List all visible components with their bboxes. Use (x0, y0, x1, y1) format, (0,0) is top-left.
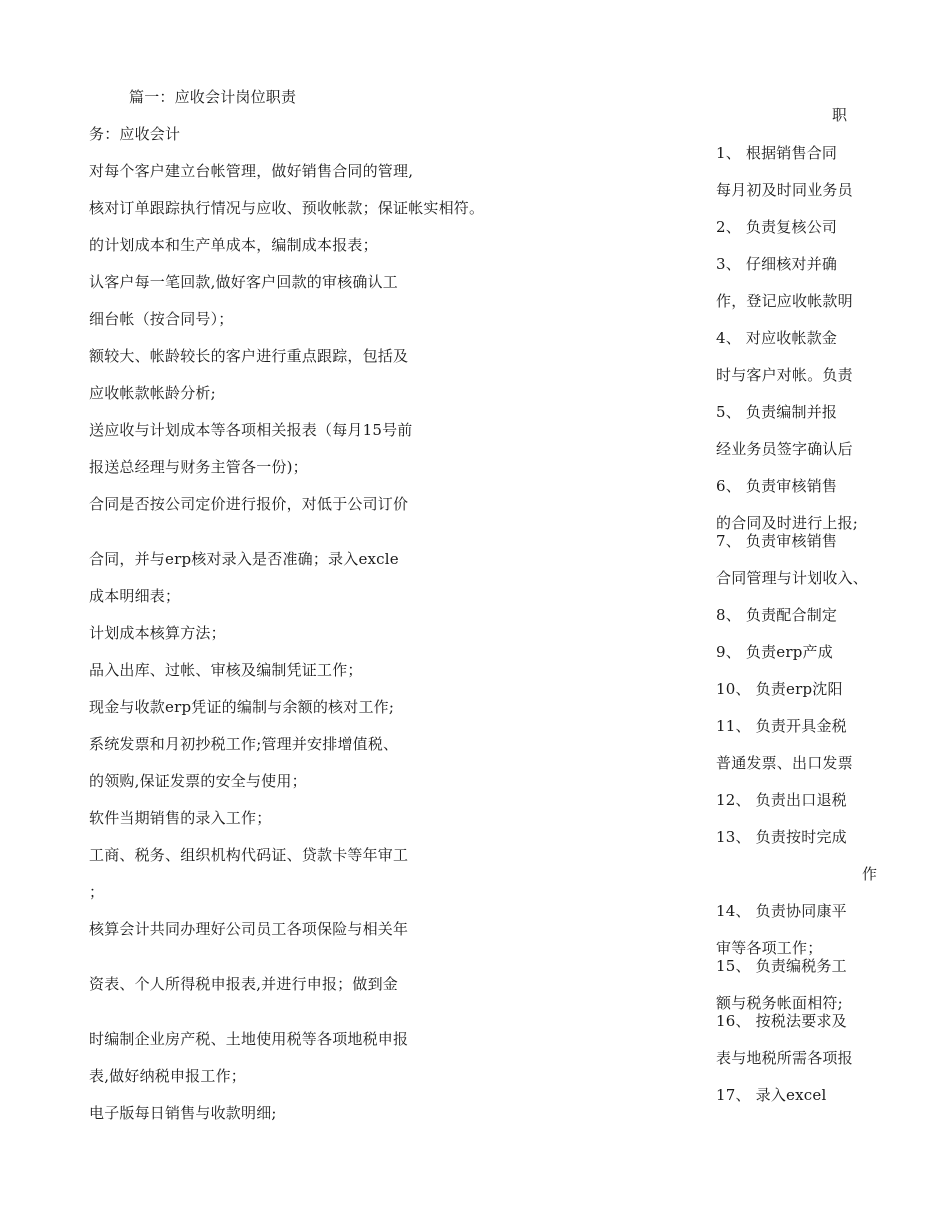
list-item: 16、 按税法要求及 (716, 1012, 847, 1030)
text-line: 合同是否按公司定价进行报价，对低于公司订价 (89, 495, 409, 513)
text-line: 细台帐（按合同号）； (89, 310, 234, 328)
text-line: 成本明细表； (89, 587, 181, 605)
text-line: 对每个客户建立台帐管理，做好销售合同的管理, (89, 162, 414, 180)
text-line: 务：应收会计 (89, 125, 181, 143)
text-line: 的合同及时进行上报; (716, 514, 859, 532)
text-line: 工商、税务、组织机构代码证、贷款卡等年审工 (89, 846, 409, 864)
list-item: 7、 负责审核销售 (716, 532, 838, 550)
list-item: 3、 仔细核对并确 (716, 255, 838, 273)
list-item: 6、 负责审核销售 (716, 477, 838, 495)
list-item: 15、 负责编税务工 (716, 957, 847, 975)
list-item: 9、 负责erp产成 (716, 643, 833, 661)
text-line: 认客户每一笔回款,做好客户回款的审核确认工 (89, 273, 398, 291)
text-line: 软件当期销售的录入工作； (89, 809, 272, 827)
text-line: 合同管理与计划收入、 (716, 569, 869, 587)
list-item: 4、 对应收帐款金 (716, 329, 838, 347)
text-line: 经业务员签字确认后 (716, 440, 853, 458)
text-line: 电子版每日销售与收款明细; (89, 1104, 277, 1122)
text-line: 系统发票和月初抄税工作;管理并安排增值税、 (89, 735, 399, 753)
text-line: ； (89, 883, 105, 901)
text-line: 合同，并与erp核对录入是否准确；录入excle (89, 550, 399, 568)
text-line: 的领购,保证发票的安全与使用； (89, 772, 307, 790)
text-line: 品入出库、过帐、审核及编制凭证工作； (89, 661, 363, 679)
text-line: 作 (862, 865, 878, 883)
text-line: 计划成本核算方法； (89, 624, 226, 642)
text-line: 核算会计共同办理好公司员工各项保险与相关年 (89, 920, 409, 938)
text-line: 每月初及时同业务员 (716, 181, 853, 199)
document-heading: 篇一：应收会计岗位职责 (129, 88, 297, 106)
text-line: 额较大、帐龄较长的客户进行重点跟踪，包括及 (89, 347, 409, 365)
text-line: 表与地税所需各项报 (716, 1049, 853, 1067)
text-line: 现金与收款erp凭证的编制与余额的核对工作; (89, 698, 395, 716)
text-line: 送应收与计划成本等各项相关报表（每月15号前 (89, 421, 413, 439)
text-line: 作，登记应收帐款明 (716, 292, 853, 310)
text-line: 时编制企业房产税、土地使用税等各项地税申报 (89, 1030, 409, 1048)
list-item: 17、 录入excel (716, 1086, 827, 1104)
list-item: 5、 负责编制并报 (716, 403, 838, 421)
text-line: 审等各项工作； (716, 939, 823, 957)
text-line: 资表、个人所得税申报表,并进行申报；做到金 (89, 975, 398, 993)
list-item: 13、 负责按时完成 (716, 828, 847, 846)
list-item: 8、 负责配合制定 (716, 606, 838, 624)
text-line: 报送总经理与财务主管各一份)； (89, 458, 308, 476)
text-line: 表,做好纳税申报工作； (89, 1067, 246, 1085)
list-item: 14、 负责协同康平 (716, 902, 847, 920)
text-line: 时与客户对帐。负责 (716, 366, 853, 384)
text-line: 职 (832, 106, 848, 124)
list-item: 2、 负责复核公司 (716, 218, 838, 236)
list-item: 1、 根据销售合同 (716, 144, 838, 162)
text-line: 普通发票、出口发票 (716, 754, 853, 772)
text-line: 额与税务帐面相符; (716, 994, 843, 1012)
list-item: 12、 负责出口退税 (716, 791, 847, 809)
text-line: 的计划成本和生产单成本，编制成本报表； (89, 236, 378, 254)
list-item: 10、 负责erp沈阳 (716, 680, 843, 698)
text-line: 应收帐款帐龄分析; (89, 384, 216, 402)
text-line: 核对订单跟踪执行情况与应收、预收帐款；保证帐实相符。 (89, 199, 485, 217)
list-item: 11、 负责开具金税 (716, 717, 847, 735)
